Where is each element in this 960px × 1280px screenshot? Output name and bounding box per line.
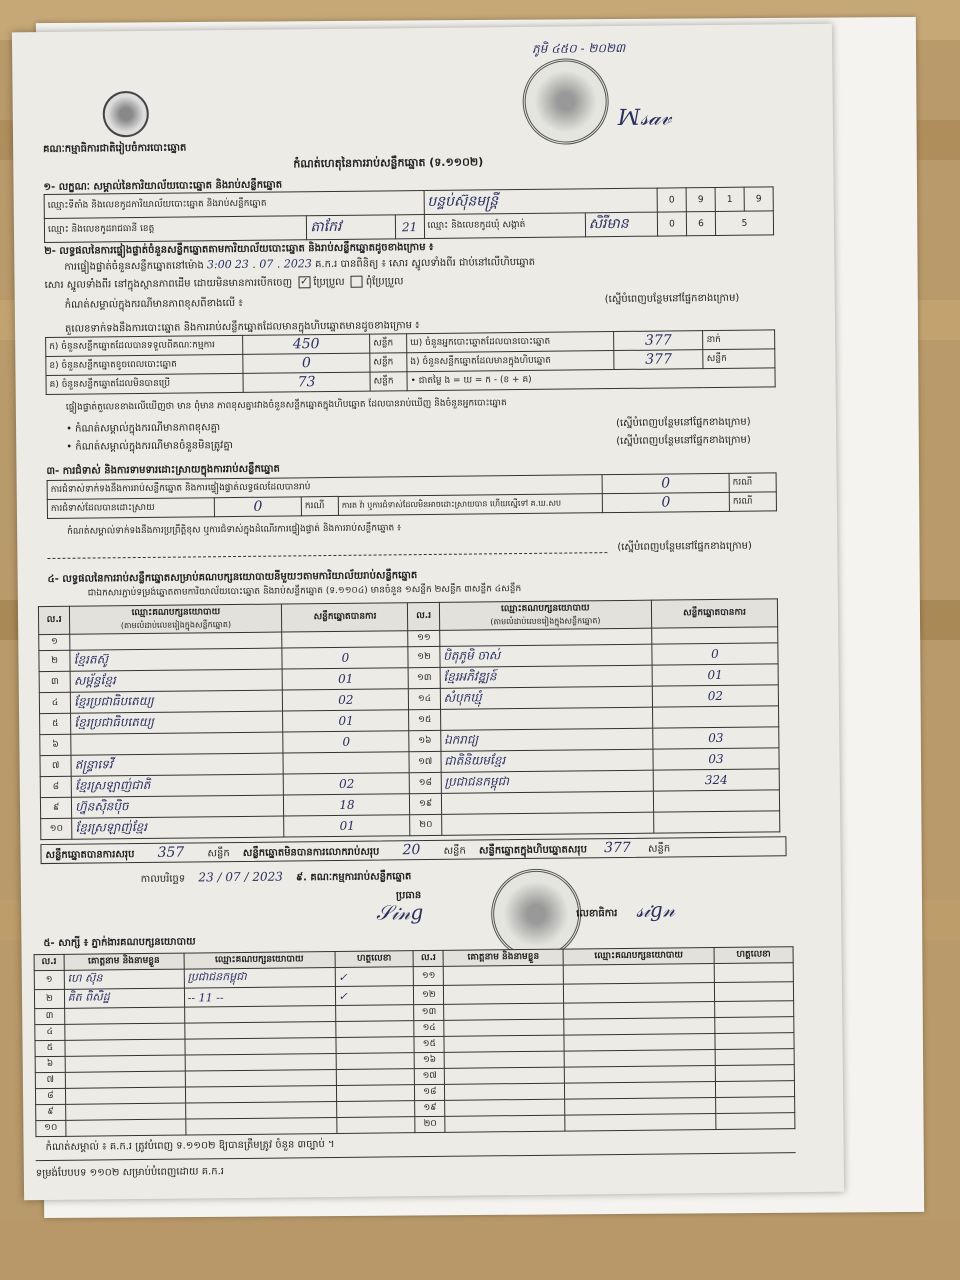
- count-unit: នាក់: [703, 330, 775, 350]
- count-label: ក) ចំនួនសន្លឹកឆ្នោតដែលបានទទួលពីគណៈកម្មការ: [46, 335, 243, 356]
- row-number: ១៧: [409, 751, 440, 772]
- witness-party: [565, 1098, 716, 1116]
- vote-count: [654, 811, 780, 833]
- witness-party: [564, 1018, 715, 1036]
- row-number: ៤: [39, 692, 70, 713]
- party-name: ខ្មែរអភិវឌ្ឍន៍: [440, 665, 652, 688]
- witness-signature: [715, 1049, 794, 1066]
- witness-party: [185, 1053, 336, 1071]
- form-sheet: [12, 24, 844, 1201]
- row-number: ១៤: [414, 1020, 444, 1036]
- row-number: ៨: [35, 1088, 65, 1104]
- count-value: 0: [243, 353, 370, 373]
- objection-unit: ករណី: [729, 473, 776, 492]
- witness-signature: [336, 1069, 415, 1086]
- count-value: 73: [243, 372, 370, 392]
- witness-name: [65, 1023, 185, 1040]
- discrepancy-fill-1: (ស្នើបំពេញបន្ថែមនៅផ្នែកខាងក្រោម): [615, 416, 751, 430]
- station-value: បន្ទប់ស៊ុនមន្ត្រី: [424, 188, 658, 214]
- col-no: ល.រ: [34, 954, 64, 970]
- count-value: 377: [614, 331, 704, 351]
- vote-count: [652, 706, 778, 728]
- nec-logo: [103, 91, 149, 137]
- total-box-value: 377: [603, 839, 631, 857]
- witness-name: ហេ ស៊ុន: [64, 969, 184, 989]
- total-invalid-value: 20: [402, 842, 421, 859]
- checkbox-changed[interactable]: ✓: [300, 276, 309, 288]
- party-name: ឥន្ទ្រាទេវី: [71, 753, 283, 776]
- witness-name: [444, 1067, 564, 1084]
- witness-signature: [716, 1097, 795, 1114]
- resolved-label: ការជំទាស់ដែលបានដោះស្រាយ: [47, 498, 214, 519]
- row-number: ៦: [40, 734, 71, 755]
- objection-label: ការជំទាស់ទាក់ទងនឹងការរាប់សន្លឹកឆ្នោត និងការផ្ទៀងផ្ទាត់លទ្ធផលដែលបានរាប់: [47, 475, 602, 500]
- check-line: ផ្ទៀងផ្ទាត់តួលេខខាងលើឃើញថា មាន ពុំមាន ភាពខុសគ្នារវាងចំនួនសន្លឹកឆ្នោតក្នុងហិបឆ្នោត ដែលបានរាប់ឃើញ និងចំនួនអ្នកបោះឆ្នោត: [65, 398, 507, 413]
- resolved-unit: ករណី: [301, 496, 338, 515]
- count-value: 450: [243, 334, 370, 354]
- party-name: ឯករាជ្យ: [440, 728, 652, 751]
- signature-top: ꟽ𝓈𝒶𝓋: [617, 105, 672, 131]
- witness-signature: [335, 1005, 414, 1022]
- province-value: តាកែវ: [307, 215, 395, 240]
- vote-count: [283, 752, 409, 774]
- section4-subtitle: ជាឯកសារភ្ជាប់ទម្រង់ឆ្នោតតាមការិយាល័យបោះឆ្នោត និងរាប់សន្លឹកឆ្នោត (ទ.១១០៤) មានចំនួន ១សន្លឹក ២សន្លឹក ៣សន្លឹក ៤សន្លឹក: [87, 584, 522, 599]
- vote-count: 02: [652, 685, 778, 707]
- commune-label: ឈ្មោះ និងលេខកូដឃុំ សង្កាត់: [424, 213, 585, 239]
- witness-table: [34, 946, 796, 1137]
- witness-party: [185, 1037, 336, 1055]
- witness-signature: [335, 1021, 414, 1038]
- row-number: ១៨: [410, 772, 441, 793]
- witness-signature: [715, 1081, 794, 1098]
- section2-note: កំណត់សម្គាល់ក្នុងករណីមានភាពខុសពីខាងលើ ៖: [64, 297, 243, 311]
- secretary-label: លេខាធិការ: [576, 908, 618, 920]
- vote-count: 0: [283, 731, 409, 753]
- count-label: ង) ចំនួនសន្លឹកឆ្នោតដែលមានក្នុងហិបឆ្នោត: [407, 351, 614, 372]
- witness-signature: [336, 1117, 415, 1134]
- party-name: ហ្វ៊ុនស៊ិនប៉ិច: [72, 795, 284, 818]
- row-number: ២០: [410, 814, 441, 835]
- unresolved-label: ការត វ៉ា ឬការជំទាស់ដែលមិនអាចដោះស្រាយបាន ហើយស្នើទៅ គ.ឃ.សប: [338, 494, 602, 516]
- vote-count: 01: [284, 815, 410, 837]
- commune-code-digit: 5: [715, 211, 773, 236]
- president-signature: 𝒮𝒾𝓃𝑔: [376, 900, 424, 925]
- witness-name: [65, 1039, 185, 1056]
- witness-name: [444, 984, 564, 1004]
- vote-count: 324: [653, 769, 779, 791]
- party-name: [441, 812, 653, 835]
- witness-party: [185, 1085, 336, 1103]
- vote-count: 01: [283, 710, 409, 732]
- witness-party: [185, 1069, 336, 1087]
- row-number: ១៦: [409, 730, 440, 751]
- vote-count: [282, 631, 408, 648]
- section4-title: ៤- លទ្ធផលនៃការរាប់សន្លឹកឆ្នោតសម្រាប់គណបក្សនយោបាយនីមួយៗតាមការិយាល័យរាប់សន្លឹកឆ្នោត: [47, 570, 418, 585]
- date-line: កាលបរិច្ឆេទ 23 / 07 / 2023 ៩. គណៈកម្មការរាប់សន្លឹកឆ្នោត: [140, 869, 412, 886]
- row-number: ៧: [40, 755, 71, 776]
- footer-note: កំណត់សម្គាល់ ៖ គ.ក.រ ត្រូវបំពេញ ទ.១១០២ ឱ្យបានត្រឹមត្រូវ ចំនួន ៣ច្បាប់ ។: [45, 1139, 335, 1154]
- witness-party: [564, 983, 715, 1004]
- discrepancy-fill-2: (ស្នើបំពេញបន្ថែមនៅផ្នែកខាងក្រោម): [616, 434, 751, 448]
- witness-name: គិត ពិសិដ្ឋ: [64, 988, 184, 1008]
- col-name: គោត្តនាម និងនាមខ្លួន: [64, 953, 184, 970]
- vote-count: 01: [652, 664, 778, 686]
- col-party: ឈ្មោះគណបក្សនយោបាយ: [563, 948, 714, 966]
- witness-name: [445, 1099, 565, 1116]
- official-stamp-bottom: [491, 868, 582, 959]
- party-name: ខ្មែរស្រឡាញ់ខ្មែរ: [72, 816, 284, 839]
- count-unit: សន្លឹក: [703, 349, 775, 369]
- section3-note-fill: (ស្នើបំពេញបន្ថែមនៅផ្នែកខាងក្រោម): [617, 540, 752, 554]
- witness-signature: [715, 1065, 794, 1082]
- party-name: ខ្មែរប្រជាធិបតេយ្យ: [71, 690, 283, 713]
- row-number: ១៧: [415, 1068, 445, 1084]
- formula: • ជាតម្លៃ ង = ឃ = ក - (ខ + គ): [407, 368, 775, 391]
- party-name: [71, 732, 283, 755]
- handwritten-note-top: ភូមិ ៤៥០ - ២០២៣: [532, 40, 626, 56]
- section5-title: ៥- សាក្សី ៖ ភ្នាក់ងារគណបក្សនយោបាយ: [43, 936, 196, 950]
- row-number: ១៤: [409, 688, 440, 709]
- row-number: ១៨: [415, 1084, 445, 1100]
- witness-party: [186, 1117, 337, 1135]
- witness-name: [444, 1003, 564, 1020]
- province-code: 21: [395, 215, 424, 239]
- row-number: ១៥: [414, 1036, 444, 1052]
- totals-row: សន្លឹកឆ្នោតបានការសរុប 357 សន្លឹក សន្លឹកឆ្នោតមិនបានការលោករាប់សរុប 20 សន្លឹក សន្លឹកឆ្នោតក្នុងហិបឆ្នោតសរុប 377 សន្លឹក: [40, 836, 786, 864]
- col-party: ឈ្មោះគណបក្សនយោបាយ: [184, 951, 335, 969]
- section1-table: [44, 186, 774, 243]
- vote-count: 02: [283, 689, 409, 711]
- witness-signature: [715, 1017, 794, 1034]
- total-valid-value: 357: [157, 844, 185, 861]
- witness-signature: [715, 1001, 794, 1018]
- party-name: បិតុភូមិ ចាស់: [440, 644, 652, 667]
- count-label: ឃ) ចំនួនអ្នកបោះឆ្នោតដែលបានបោះឆ្នោត: [407, 332, 614, 353]
- party-name: ជាតិនិយមខ្មែរ: [441, 749, 653, 772]
- vote-count: 01: [283, 668, 409, 690]
- section2-note-fill: (ស្នើបំពេញបន្ថែមនៅផ្នែកខាងក្រោម): [604, 292, 740, 306]
- station-label: ឈ្មោះទីតាំង និងលេខកូដការិយាល័យបោះឆ្នោត និងរាប់សន្លឹកឆ្នោត: [44, 191, 424, 219]
- witness-signature: [336, 1101, 415, 1118]
- witness-signature: [714, 982, 793, 1002]
- witness-party: [563, 964, 714, 985]
- witness-name: [444, 1051, 564, 1068]
- witness-signature: [714, 963, 793, 983]
- party-name: ខ្មែរតស៊ូ: [70, 648, 282, 671]
- witness-name: [64, 1007, 184, 1024]
- section1-title: ១- លក្ខណៈ សម្គាល់នៃការិយាល័យបោះឆ្នោត និងរាប់សន្លឹកឆ្នោត: [43, 179, 283, 194]
- count-unit: សន្លឹក: [370, 353, 407, 372]
- station-code-digit: 9: [744, 187, 773, 211]
- party-name: ខ្មែរប្រជាធិបតេយ្យ: [71, 711, 283, 734]
- witness-party: [185, 1021, 336, 1039]
- commune-code-digit: 0: [657, 212, 686, 236]
- unresolved-unit: ករណី: [729, 492, 776, 511]
- checkbox-unchanged[interactable]: [351, 276, 363, 288]
- discrepancy-note-1: • កំណត់សម្គាល់ក្នុងករណីមានភាពខុសគ្នា: [66, 422, 221, 435]
- station-code-digit: 0: [657, 188, 686, 212]
- witness-signature: ✓: [335, 986, 414, 1006]
- witness-party: -- 11 --: [184, 986, 335, 1007]
- counts-intro: តួលេខទាក់ទងនឹងការបោះឆ្នោត និងការរាប់សន្លឹកឆ្នោតដែលមានក្នុងហិបឆ្នោតមានដូចខាងក្រោម ៖: [64, 320, 420, 335]
- count-label: គ) ចំនួនសន្លឹកឆ្នោតដែលមិនបានប្រើ: [46, 373, 243, 394]
- witness-party: [184, 1005, 335, 1023]
- row-number: ១៣: [409, 667, 440, 688]
- row-number: ១: [34, 970, 64, 989]
- party-name: [440, 707, 652, 730]
- row-number: ៩: [36, 1104, 66, 1120]
- divider: [47, 552, 607, 559]
- count-value: 377: [614, 350, 704, 370]
- objections-table: [47, 472, 777, 519]
- party-name: [441, 791, 653, 814]
- witness-party: [565, 1114, 716, 1132]
- witness-party: [564, 1066, 715, 1084]
- col-party: ឈ្មោះគណបក្សនយោបាយ (តាមលំដាប់លេខរៀងក្នុងសន្លឹកឆ្នោត): [439, 600, 652, 630]
- party-name: សម្ព័ន្ធខ្មែរ: [70, 669, 282, 692]
- row-number: ១: [39, 634, 70, 650]
- row-number: ១១: [414, 966, 444, 985]
- row-number: ១៩: [410, 793, 441, 814]
- witness-signature: ✓: [335, 967, 414, 987]
- station-code-digit: 9: [686, 187, 715, 211]
- objection-value: 0: [602, 473, 729, 493]
- section3-note: កំណត់សម្គាល់ទាក់ទងនឹងការប្រព្រឹត្តិខុស ឬការជំទាស់ក្នុងដំណើរការផ្ទៀងផ្ទាត់ និងការរាប់សន្លឹកឆ្នោត ៖: [67, 523, 402, 537]
- witness-name: [445, 1083, 565, 1100]
- count-unit: សន្លឹក: [370, 334, 407, 353]
- witness-party: [185, 1101, 336, 1119]
- witness-name: [445, 1115, 565, 1132]
- vote-count: 03: [653, 727, 779, 749]
- witness-name: [444, 1019, 564, 1036]
- col-sign: ហត្ថលេខា: [714, 947, 793, 964]
- counts-table: [45, 329, 776, 395]
- witness-name: [65, 1103, 185, 1120]
- row-number: ១៩: [415, 1100, 445, 1116]
- witness-name: [65, 1087, 185, 1104]
- witness-signature: [716, 1113, 795, 1130]
- unresolved-value: 0: [602, 492, 729, 512]
- row-number: ២: [39, 650, 70, 671]
- results-table: [38, 598, 780, 840]
- president-label: ប្រធាន: [395, 890, 422, 902]
- row-number: ១៦: [415, 1052, 445, 1068]
- row-number: ២០: [415, 1116, 445, 1132]
- row-number: ៧: [35, 1072, 65, 1088]
- secretary-signature: 𝓈𝒾𝑔𝓃: [636, 897, 676, 922]
- row-number: ១៣: [414, 1004, 444, 1020]
- section3-title: ៣- ការជំទាស់ និងការទាមទារដោះស្រាយក្នុងការរាប់សន្លឹកឆ្នោត: [46, 463, 280, 477]
- province-label: ឈ្មោះ និងលេខកូដរាជធានី ខេត្ត: [44, 216, 307, 243]
- vote-count: 0: [282, 647, 408, 669]
- vote-count: 03: [653, 748, 779, 770]
- row-number: ៩: [40, 797, 71, 818]
- row-number: ២: [34, 989, 64, 1008]
- witness-party: [565, 1082, 716, 1100]
- col-party: ឈ្មោះគណបក្សនយោបាយ (តាមលំដាប់លេខរៀងក្នុងសន្លឹកឆ្នោត): [70, 604, 283, 634]
- witness-signature: [715, 1033, 794, 1050]
- commune-code-digit: 6: [686, 211, 715, 235]
- vote-count: [653, 790, 779, 812]
- col-name: គោត្តនាម និងនាមខ្លួន: [443, 949, 563, 966]
- official-stamp-top: [522, 58, 609, 145]
- row-number: ៥: [35, 1040, 65, 1056]
- witness-name: [443, 965, 563, 985]
- vote-count: 0: [652, 643, 778, 665]
- witness-name: [66, 1119, 186, 1136]
- lock-status-line: សោរ ស្នូលទាំងពីរ នៅក្នុងស្ថានភាពដើម ដោយមិនមានការបើកចេញ ✓ ប្រែប្រួល ពុំប្រែប្រួល: [44, 276, 404, 291]
- witness-signature: [336, 1085, 415, 1102]
- row-number: ៤: [35, 1024, 65, 1040]
- row-number: ៦: [35, 1056, 65, 1072]
- section2-title: ២- លទ្ធផលនៃការផ្ទៀងផ្ទាត់ចំនួនសន្លឹកឆ្នោតតាមការិយាល័យបោះឆ្នោត និងរាប់សន្លឹកឆ្នោតដូចខាងក្រោម ៖: [44, 241, 434, 257]
- party-name: ខ្មែរស្រឡាញ់ជាតិ: [71, 774, 283, 797]
- row-number: ១២: [414, 985, 444, 1004]
- committee-name: គណៈកម្មាធិការជាតិរៀបចំការបោះឆ្នោត: [43, 142, 187, 156]
- party-name: សំបុកឃ្មុំ: [440, 686, 652, 709]
- verification-line: ការផ្ទៀងផ្ទាត់ចំនួនសន្លឹកឆ្នោតនៅម៉ោង 3:00 23 . 07 . 2023 គ.ក.រ បានពិនិត្យ ៖ សោរ ស្នូលទាំងពីរ ជាប់នៅលើហិបឆ្នោត: [64, 256, 536, 273]
- row-number: ៥: [40, 713, 71, 734]
- witness-signature: [335, 1037, 414, 1054]
- row-number: ១២: [408, 646, 439, 667]
- col-votes: សន្លឹកឆ្នោតបានការ: [282, 603, 408, 632]
- col-sign: ហត្ថលេខា: [335, 951, 414, 968]
- row-number: ១០: [41, 818, 72, 839]
- witness-party: [564, 1034, 715, 1052]
- commune-value: សិរីមាន: [585, 212, 658, 237]
- row-number: ១៥: [409, 709, 440, 730]
- discrepancy-note-2: • កំណត់សម្គាល់ក្នុងករណីមានចំនួនមិនត្រូវគ្នា: [66, 440, 233, 453]
- vote-count: 02: [284, 773, 410, 795]
- row-number: ៣: [39, 671, 70, 692]
- witness-name: [444, 1035, 564, 1052]
- witness-party: [564, 1002, 715, 1020]
- witness-name: [65, 1071, 185, 1088]
- row-number: ១០: [36, 1120, 66, 1136]
- resolved-value: 0: [214, 497, 301, 517]
- col-no: ល.រ: [408, 602, 440, 630]
- row-number: ៣: [35, 1008, 65, 1024]
- row-number: ៨: [40, 776, 71, 797]
- witness-party: [564, 1050, 715, 1068]
- vote-count: 18: [284, 794, 410, 816]
- col-no: ល.រ: [414, 950, 444, 966]
- station-code-digit: 1: [715, 187, 744, 211]
- form-title: កំណត់ហេតុនៃការរាប់សន្លឹកឆ្នោត (ទ.១១០២): [293, 155, 484, 171]
- witness-signature: [336, 1053, 415, 1070]
- col-no: ល.រ: [38, 606, 70, 634]
- form-reference: ទម្រង់បែបបទ ១១០២ សម្រាប់បំពេញដោយ គ.ក.រ: [35, 1166, 225, 1180]
- count-unit: សន្លឹក: [370, 372, 407, 391]
- col-votes: សន្លឹកឆ្នោតបានការ: [651, 599, 777, 628]
- count-label: ខ) ចំនួនសន្លឹកឆ្នោតខូចពេលបោះឆ្នោត: [46, 354, 243, 375]
- vote-count: [652, 627, 778, 644]
- row-number: ១១: [408, 630, 439, 646]
- party-name: ប្រជាជនកម្ពុជា: [441, 770, 653, 793]
- witness-party: ប្រជាជនកម្ពុជា: [184, 967, 335, 988]
- witness-name: [65, 1055, 185, 1072]
